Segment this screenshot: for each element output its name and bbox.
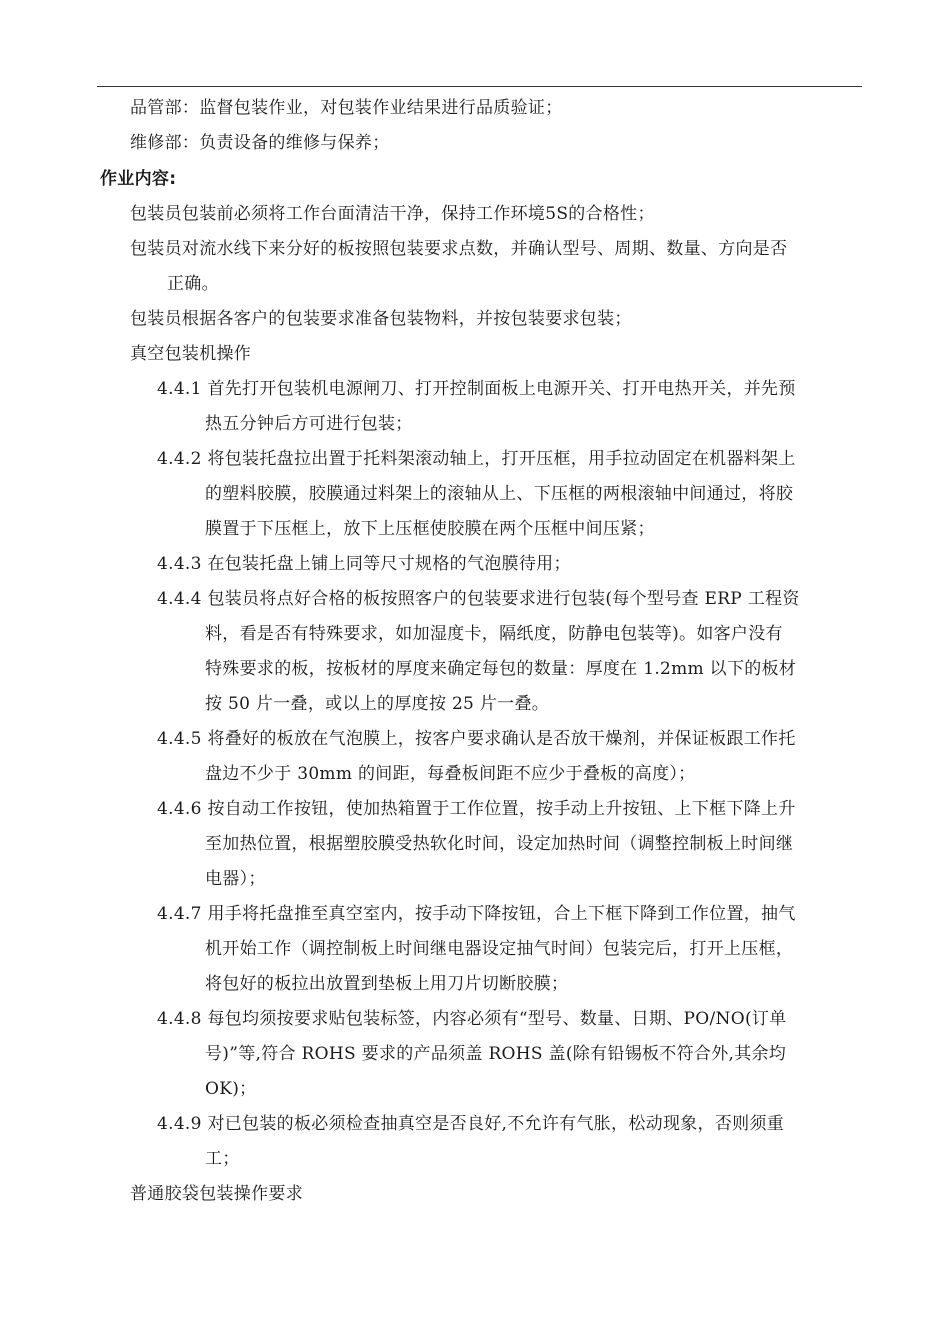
- step-4-4-4: 4.4.4 包装员将点好合格的板按照客户的包装要求进行包装(每个型号查 ERP 工程资: [157, 589, 800, 609]
- section-heading-work-content: 作业内容:: [100, 169, 177, 189]
- step-4-4-8-cont-2: OK)；: [205, 1079, 257, 1099]
- step-4-4-6-cont-1: 至加热位置，根据塑胶膜受热软化时间，设定加热时间（调整控制板上时间继: [205, 834, 794, 854]
- text-line-workbench-clean: 包装员包装前必须将工作台面清洁干净，保持工作环境5S的合格性；: [130, 204, 655, 224]
- step-4-4-6: 4.4.6 按自动工作按钮，使加热箱置于工作位置，按手动上升按钮、上下框下降上升: [157, 799, 796, 819]
- step-4-4-9: 4.4.9 对已包装的板必须检查抽真空是否良好,不允许有气胀，松动现象，否则须重: [157, 1114, 785, 1134]
- step-4-4-8: 4.4.8 每包均须按要求贴包装标签，内容必须有“型号、数量、日期、PO/NO(订单: [157, 1009, 787, 1029]
- subsection-title-vacuum-packing: 真空包装机操作: [130, 344, 252, 364]
- step-4-4-1-cont: 热五分钟后方可进行包装；: [205, 414, 413, 434]
- step-4-4-9-cont: 工；: [205, 1149, 240, 1169]
- text-line-maintenance-dept: 维修部：负责设备的维修与保养；: [130, 133, 390, 153]
- step-4-4-7-cont-1: 机开始工作（调控制板上时间继电器设定抽气时间）包装完后，打开上压框，: [205, 939, 794, 959]
- step-4-4-5: 4.4.5 将叠好的板放在气泡膜上，按客户要求确认是否放干燥剂，并保证板跟工作托: [157, 729, 796, 749]
- step-4-4-2-cont-1: 的塑料胶膜，胶膜通过料架上的滚轴从上、下压框的两根滚轴中间通过，将胶: [205, 484, 794, 504]
- step-4-4-2: 4.4.2 将包装托盘拉出置于托料架滚动轴上，打开压框，用手拉动固定在机器料架上: [157, 449, 796, 469]
- step-4-4-2-cont-2: 膜置于下压框上，放下上压框使胶膜在两个压框中间压紧；: [205, 519, 655, 539]
- text-line-qc-dept: 品管部：监督包装作业，对包装作业结果进行品质验证；: [130, 98, 563, 118]
- step-4-4-4-cont-3: 按 50 片一叠，或以上的厚度按 25 片一叠。: [205, 694, 550, 714]
- step-4-4-7: 4.4.7 用手将托盘推至真空室内，按手动下降按钮，合上下框下降到工作位置，抽气: [157, 904, 796, 924]
- header-rule: [97, 86, 862, 87]
- subsection-title-bag-packing: 普通胶袋包装操作要求: [130, 1184, 303, 1204]
- text-line-prepare-materials: 包装员根据各客户的包装要求准备包装物料，并按包装要求包装；: [130, 309, 632, 329]
- step-4-4-5-cont: 盘边不少于 30mm 的间距，每叠板间距不应少于叠板的高度）；: [205, 764, 696, 784]
- step-4-4-3: 4.4.3 在包装托盘上铺上同等尺寸规格的气泡膜待用；: [157, 554, 571, 574]
- step-4-4-4-cont-1: 料，看是否有特殊要求，如加湿度卡，隔纸度，防静电包装等)。如客户没有: [205, 624, 783, 644]
- step-4-4-1: 4.4.1 首先打开包装机电源闸刀、打开控制面板上电源开关、打开电热开关，并先预: [157, 379, 796, 399]
- step-4-4-8-cont-1: 号)”等,符合 ROHS 要求的产品须盖 ROHS 盖(除有铅锡板不符合外,其余均: [205, 1044, 787, 1064]
- step-4-4-4-cont-2: 特殊要求的板，按板材的厚度来确定每包的数量：厚度在 1.2mm 以下的板材: [205, 659, 797, 679]
- text-line-count-boards-cont: 正确。: [167, 274, 219, 294]
- step-4-4-7-cont-2: 将包好的板拉出放置到垫板上用刀片切断胶膜；: [205, 974, 569, 994]
- text-line-count-boards: 包装员对流水线下来分好的板按照包装要求点数，并确认型号、周期、数量、方向是否: [130, 239, 788, 259]
- step-4-4-6-cont-2: 电器）；: [205, 869, 266, 889]
